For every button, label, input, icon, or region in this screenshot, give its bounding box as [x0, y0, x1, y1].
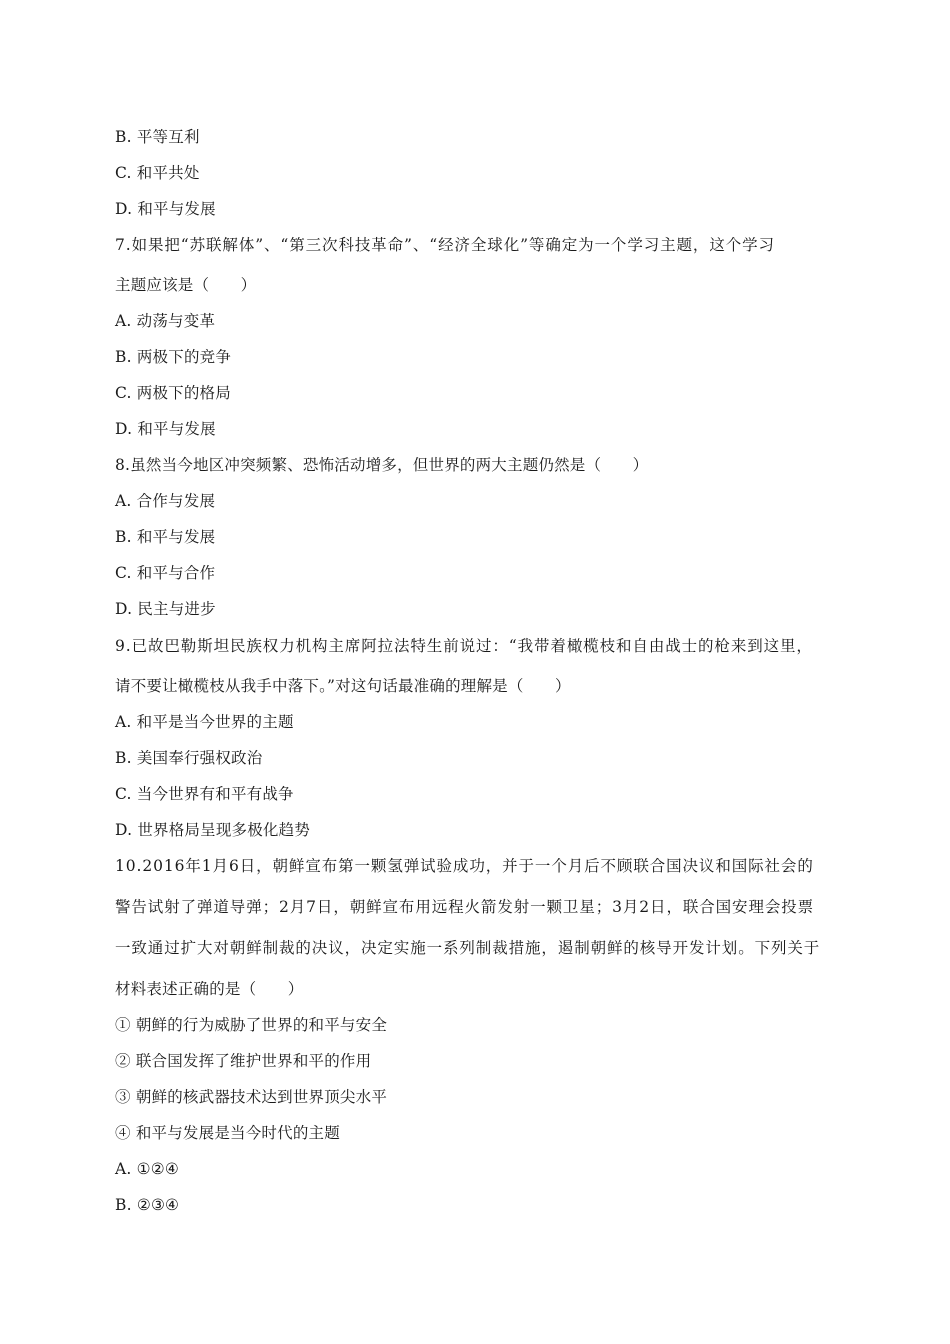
option-b-q6: B. 平等互利	[115, 128, 200, 146]
option-c-q6: C. 和平共处	[115, 164, 200, 182]
question-8: 8.虽然当今地区冲突频繁、恐怖活动增多，但世界的两大主题仍然是（ ）	[115, 456, 649, 474]
statement-4-q10: ④ 和平与发展是当今时代的主题	[115, 1124, 340, 1142]
option-b-q8: B. 和平与发展	[115, 528, 216, 546]
question-9-line-2: 请不要让橄榄枝从我手中落下。”对这句话最准确的理解是（ ）	[115, 677, 571, 695]
option-c-q8: C. 和平与合作	[115, 564, 216, 582]
statement-3-q10: ③ 朝鲜的核武器技术达到世界顶尖水平	[115, 1088, 388, 1106]
question-10-line-3: 一致通过扩大对朝鲜制裁的决议，决定实施一系列制裁措施，遏制朝鲜的核导开发计划。下列关于	[115, 939, 821, 957]
question-9-line-1: 9.已故巴勒斯坦民族权力机构主席阿拉法特生前说过：“我带着橄榄枝和自由战士的枪来到这里，	[115, 637, 813, 655]
option-c-q7: C. 两极下的格局	[115, 384, 231, 402]
option-d-q9: D. 世界格局呈现多极化趋势	[115, 821, 311, 839]
question-7-line-1: 7.如果把“苏联解体”、“第三次科技革命”、“经济全球化”等确定为一个学习主题，这个学习	[115, 236, 775, 254]
question-10-line-2: 警告试射了弹道导弹；2月7日，朝鲜宣布用远程火箭发射一颗卫星；3月2日，联合国安理会投票	[115, 898, 815, 916]
option-a-q9: A. 和平是当今世界的主题	[115, 713, 294, 731]
option-b-q10: B. ②③④	[115, 1196, 180, 1214]
question-10-line-4: 材料表述正确的是（ ）	[115, 980, 304, 998]
option-c-q9: C. 当今世界有和平有战争	[115, 785, 294, 803]
option-d-q7: D. 和平与发展	[115, 420, 216, 438]
statement-1-q10: ① 朝鲜的行为威胁了世界的和平与安全	[115, 1016, 388, 1034]
statement-2-q10: ② 联合国发挥了维护世界和平的作用	[115, 1052, 372, 1070]
option-a-q7: A. 动荡与变革	[115, 312, 216, 330]
question-7-line-2: 主题应该是（ ）	[115, 276, 257, 294]
question-10-line-1: 10.2016年1月6日，朝鲜宣布第一颗氢弹试验成功，并于一个月后不顾联合国决议和国际社会的	[115, 857, 814, 875]
option-b-q9: B. 美国奉行强权政治	[115, 749, 263, 767]
option-d-q8: D. 民主与进步	[115, 600, 216, 618]
option-d-q6: D. 和平与发展	[115, 200, 216, 218]
option-a-q8: A. 合作与发展	[115, 492, 216, 510]
option-a-q10: A. ①②④	[115, 1160, 179, 1178]
option-b-q7: B. 两极下的竞争	[115, 348, 232, 366]
